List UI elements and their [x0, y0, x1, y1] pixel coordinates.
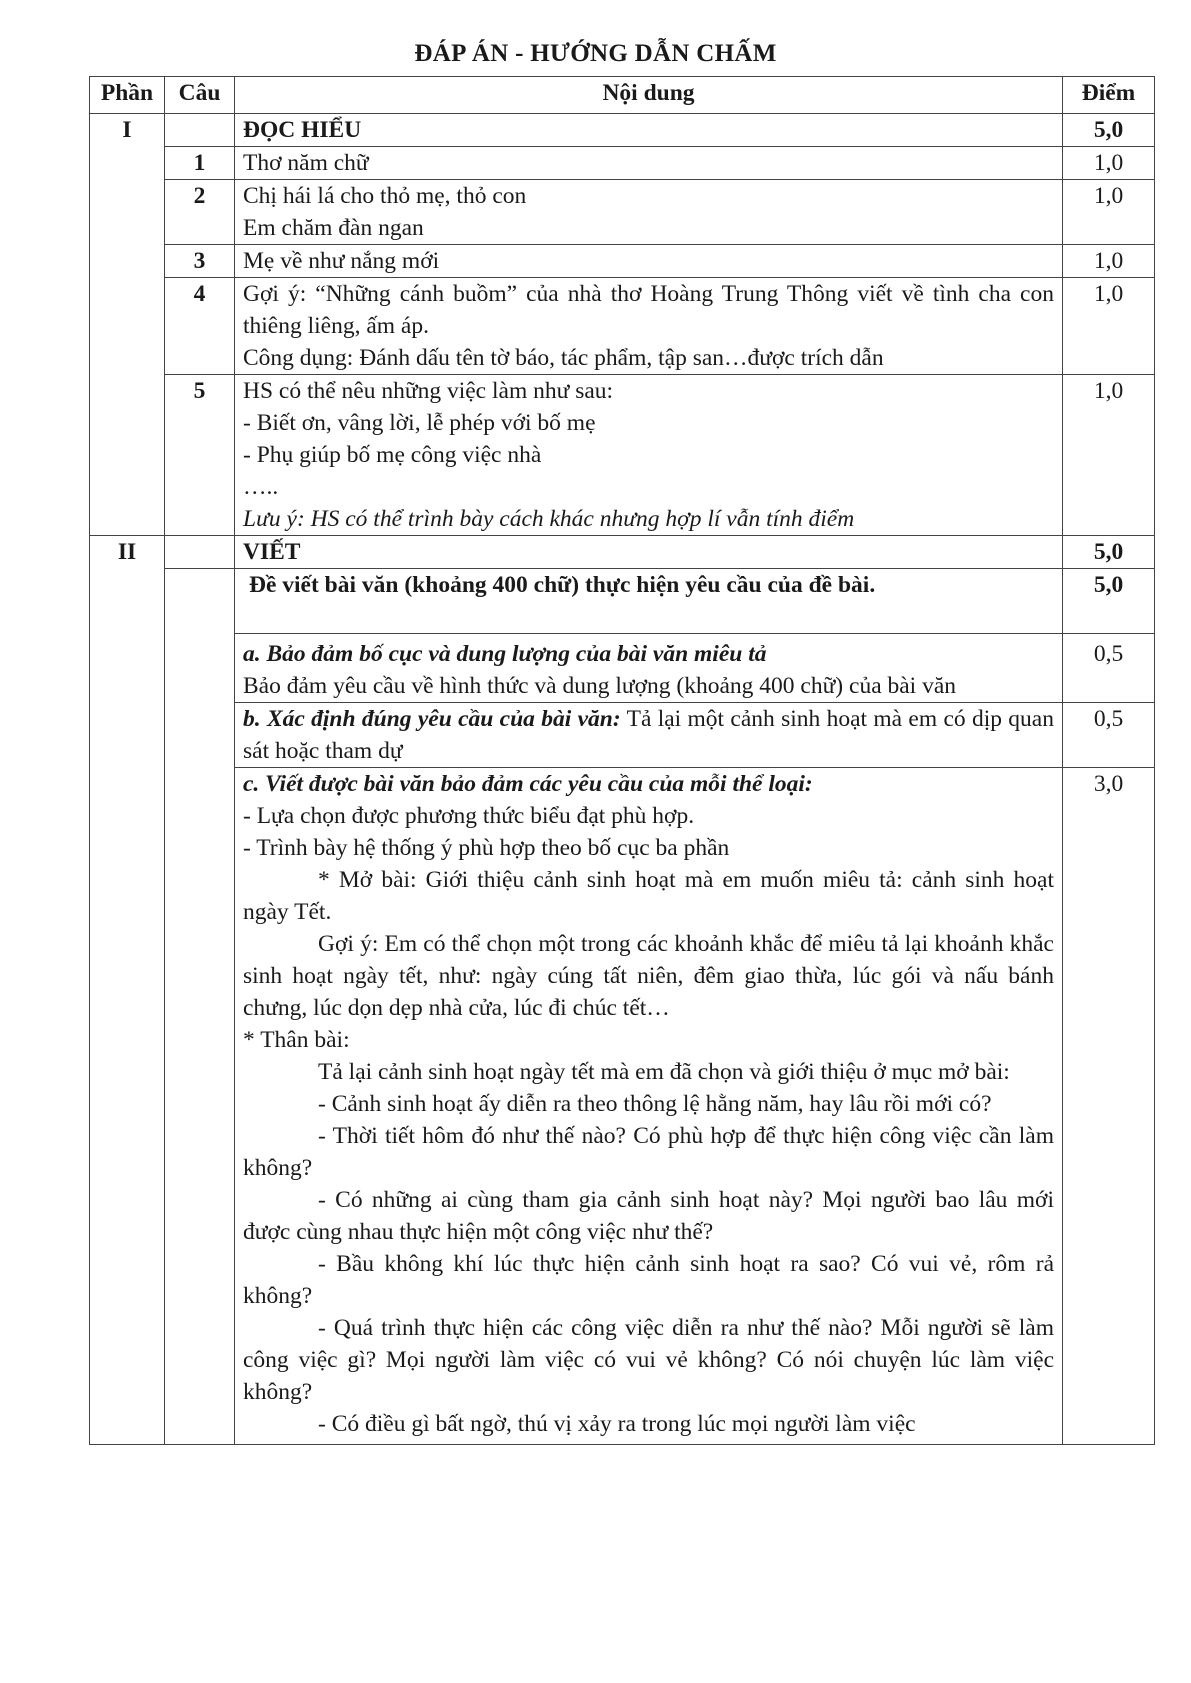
- q4-score: 1,0: [1063, 278, 1155, 375]
- q3-text: Mẹ về như nắng mới: [235, 245, 1063, 278]
- header-noidung: Nội dung: [235, 77, 1063, 114]
- q2-number: 2: [165, 180, 235, 245]
- task-score: 5,0: [1063, 569, 1155, 634]
- criterion-c-line: - Trình bày hệ thống ý phù hợp theo bố cục ba phần: [243, 835, 730, 861]
- q1-text: Thơ năm chữ: [235, 147, 1063, 180]
- criterion-b-title: b. Xác định đúng yêu cầu của bài văn:: [243, 706, 621, 732]
- criterion-c-line: - Thời tiết hôm đó như thế nào? Có phù hợp để thực hiện công việc cần làm không?: [243, 1123, 1054, 1181]
- part1-roman: I: [90, 114, 165, 536]
- criterion-c-line: - Cảnh sinh hoạt ấy diễn ra theo thông lệ hằng năm, hay lâu rồi mới có?: [318, 1091, 992, 1117]
- criterion-c-score: 3,0: [1063, 768, 1155, 1445]
- page-title: ĐÁP ÁN - HƯỚNG DẪN CHẤM: [414, 40, 777, 67]
- criterion-b: [235, 703, 1063, 768]
- criterion-c-line: * Mở bài: Giới thiệu cảnh sinh hoạt mà em muốn miêu tả: cảnh sinh hoạt ngày Tết.: [243, 867, 1054, 925]
- criterion-a-score: 0,5: [1063, 634, 1155, 703]
- table-row: [90, 114, 1155, 147]
- q5-note: Lưu ý: HS có thể trình bày cách khác nhưng hợp lí vẫn tính điểm: [243, 506, 855, 532]
- q1-score: 1,0: [1063, 147, 1155, 180]
- criterion-a-title: a. Bảo đảm bố cục và dung lượng của bài văn miêu tả: [243, 641, 767, 667]
- q2-line: Em chăm đàn ngan: [243, 215, 424, 241]
- criterion-a: [235, 634, 1063, 703]
- q4-number: 4: [165, 278, 235, 375]
- empty-cell: [165, 114, 235, 147]
- q4-line: Gợi ý: “Những cánh buồm” của nhà thơ Hoàng Trung Thông viết về tình cha con thiêng liêng, ấm áp.: [243, 281, 1054, 339]
- header-cau: Câu: [165, 77, 235, 114]
- criterion-c-line: - Lựa chọn được phương thức biểu đạt phù hợp.: [243, 803, 695, 829]
- task-text: Đề viết bài văn (khoảng 400 chữ) thực hiện yêu cầu của đề bài.: [235, 569, 1063, 634]
- table-row: [90, 536, 1155, 569]
- part2-score: 5,0: [1063, 536, 1155, 569]
- q5-number: 5: [165, 375, 235, 536]
- part1-heading: ĐỌC HIỂU: [235, 114, 1063, 147]
- part2-heading: VIẾT: [235, 536, 1063, 569]
- q3-score: 1,0: [1063, 245, 1155, 278]
- q2-line: Chị hái lá cho thỏ mẹ, thỏ con: [243, 183, 527, 209]
- table-row: [90, 147, 1155, 180]
- criterion-b-score: 0,5: [1063, 703, 1155, 768]
- q3-number: 3: [165, 245, 235, 278]
- criterion-c-line: - Bầu không khí lúc thực hiện cảnh sinh hoạt ra sao? Có vui vẻ, rôm rả không?: [243, 1251, 1054, 1309]
- table-row: [90, 703, 1155, 768]
- criterion-c-line: Gợi ý: Em có thể chọn một trong các khoảnh khắc để miêu tả lại khoảnh khắc sinh hoạt ngày tết, như: ngày cúng tất niên, đêm giao thừa, lúc gói và nấu bánh chưng, lúc dọn dẹp nhà cửa, lúc đi chúc tết…: [243, 931, 1054, 1021]
- table-row: [90, 245, 1155, 278]
- table-row: [90, 569, 1155, 634]
- q5-line: - Phụ giúp bố mẹ công việc nhà: [243, 442, 542, 468]
- q5-line: …..: [243, 474, 279, 500]
- criterion-c-line: - Có những ai cùng tham gia cảnh sinh hoạt này? Mọi người bao lâu mới được cùng nhau thực hiện một công việc như thế?: [243, 1187, 1054, 1245]
- q2-score: 1,0: [1063, 180, 1155, 245]
- criterion-c-line: Tả lại cảnh sinh hoạt ngày tết mà em đã chọn và giới thiệu ở mục mở bài:: [318, 1059, 1010, 1085]
- q5-line: HS có thể nêu những việc làm như sau:: [243, 378, 614, 404]
- part1-score: 5,0: [1063, 114, 1155, 147]
- table-row: [90, 768, 1155, 1445]
- header-phan: Phần: [90, 77, 165, 114]
- criterion-a-text: Bảo đảm yêu cầu về hình thức và dung lượng (khoảng 400 chữ) của bài văn: [243, 673, 957, 699]
- empty-cell: [165, 569, 235, 1445]
- table-header-row: [90, 77, 1155, 114]
- criterion-c-line: * Thân bài:: [243, 1027, 350, 1053]
- table-row: [90, 634, 1155, 703]
- table-row: [90, 375, 1155, 536]
- criterion-b-text: Tả lại một cảnh sinh hoạt mà em có dịp quan sát hoặc tham dự: [243, 706, 1054, 764]
- q4-line: Công dụng: Đánh dấu tên tờ báo, tác phẩm, tập san…được trích dẫn: [243, 345, 884, 371]
- criterion-c-title: c. Viết được bài văn bảo đảm các yêu cầu của mỗi thể loại:: [243, 771, 813, 797]
- empty-cell: [165, 536, 235, 569]
- q5-score: 1,0: [1063, 375, 1155, 536]
- q5-content: [235, 375, 1063, 536]
- q1-number: 1: [165, 147, 235, 180]
- criterion-c: [235, 768, 1063, 1445]
- criterion-c-line: - Quá trình thực hiện các công việc diễn ra như thế nào? Mỗi người sẽ làm công việc gì? Mọi người làm việc có vui vẻ không? Có nói chuyện lúc làm việc không?: [243, 1315, 1054, 1405]
- header-diem: Điểm: [1063, 77, 1155, 114]
- table-row: [90, 278, 1155, 375]
- q2-content: [235, 180, 1063, 245]
- part2-roman: II: [90, 536, 165, 1445]
- q5-line: - Biết ơn, vâng lời, lễ phép với bố mẹ: [243, 410, 596, 436]
- criterion-c-line: - Có điều gì bất ngờ, thú vị xảy ra trong lúc mọi người làm việc: [318, 1411, 916, 1437]
- table-row: [90, 180, 1155, 245]
- answer-table: [89, 76, 1155, 1445]
- q4-content: [235, 278, 1063, 375]
